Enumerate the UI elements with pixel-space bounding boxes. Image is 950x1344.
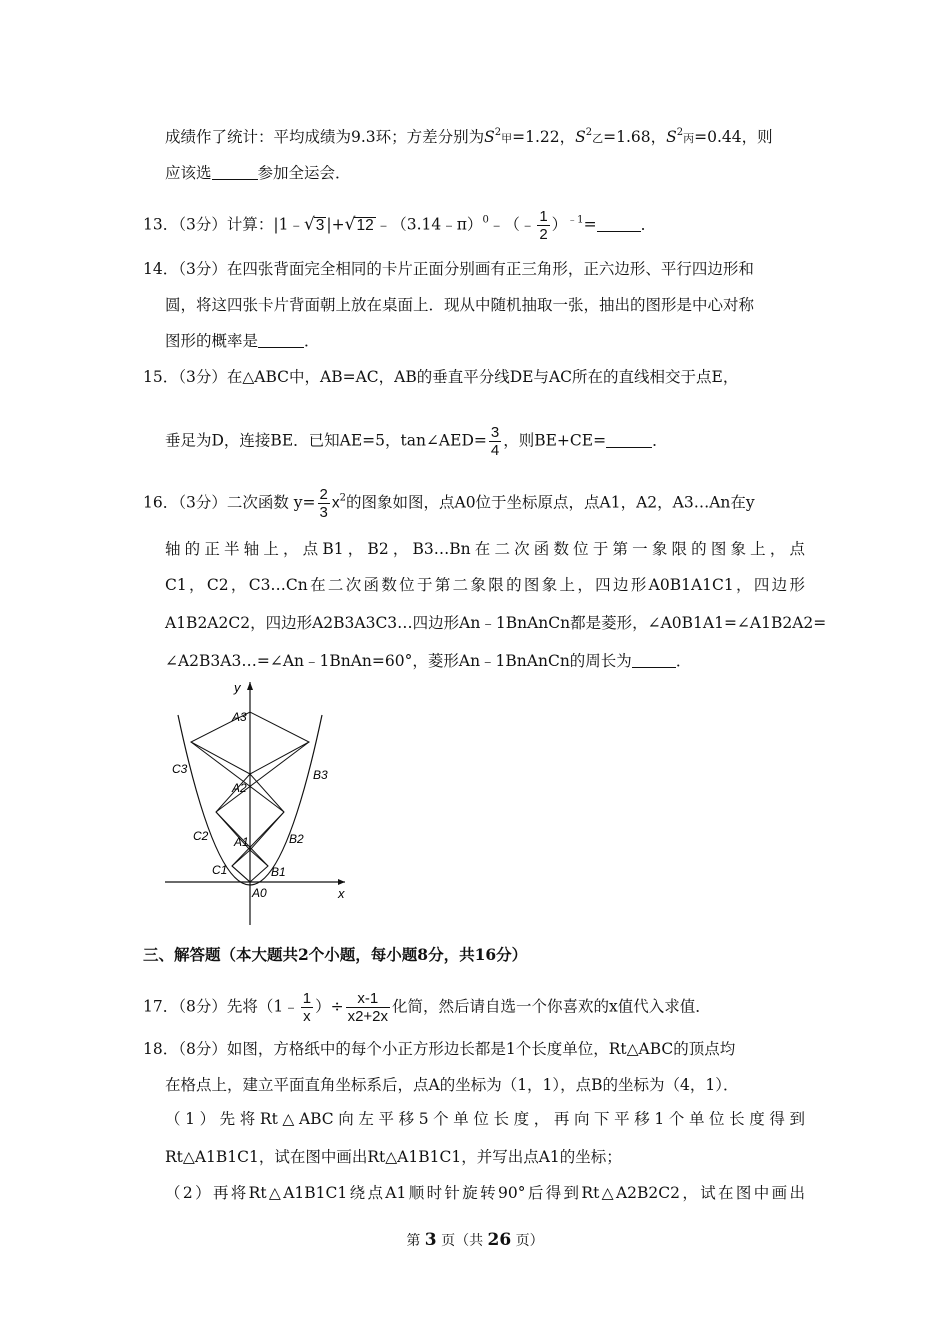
page-footer (0, 1230, 950, 1250)
q16-line5 (165, 650, 691, 672)
q17-text: ）÷ (315, 997, 344, 1016)
q13-expr: ） (551, 215, 568, 234)
q14-text: （3分）在四张背面完全相同的卡片正面分别画有正三角形，正六边形、平行四边形和 (178, 260, 754, 278)
q15-text: 垂足为D，连接BE．已知AE=5，tan∠AED= (165, 431, 487, 450)
exponent: ﹣1 (567, 214, 584, 226)
sqrt-sign: √ (303, 214, 315, 235)
q16-text: ∠A2B3A3…=∠An﹣1BnAn=60°，菱形An﹣1BnAnCn的周长为 (165, 652, 632, 670)
segment (216, 742, 309, 812)
denominator: 3 (319, 504, 328, 521)
q14-end: ． (304, 332, 320, 350)
q18-line5 (165, 1182, 805, 1204)
fraction (489, 424, 501, 459)
label-B1: B1 (271, 865, 286, 879)
q18-line4 (165, 1146, 622, 1168)
q17-text: 化简，然后请自选一个你喜欢的x值代入求值． (392, 997, 711, 1016)
q18-text: （1）先将Rt△ABC向左平移5个单位长度，再向下平移1个单位长度得到 (165, 1110, 805, 1128)
numerator: 3 (490, 424, 500, 441)
q15-line2 (165, 424, 668, 459)
q12-text-b: 参加全运会． (257, 164, 351, 182)
q15-text: （3分）在△ABC中，AB=AC，AB的垂直平分线DE与AC所在的直线相交于点E， (178, 368, 739, 386)
question-number: 17． (143, 997, 179, 1016)
parabola-rhombus-figure (160, 676, 360, 932)
label-A1: A1 (234, 835, 249, 849)
q14-text: 圆，将这四张卡片背面朝上放在桌面上．现从中随机抽取一张，抽出的图形是中心对称 (165, 296, 755, 314)
numerator: 2 (319, 486, 328, 503)
exponent: 0 (482, 214, 489, 226)
q18-text: （8分）如图，方格纸中的每个小正方形边长都是1个长度单位，Rt△ABC的顶点均 (178, 1040, 736, 1058)
q18-line3 (165, 1108, 805, 1130)
fraction (318, 486, 330, 521)
q16-end: ． (675, 652, 692, 670)
question-number: 13． (143, 215, 179, 234)
label-B3: B3 (313, 768, 328, 782)
radicand: 12 (356, 216, 374, 234)
numerator: 1 (539, 208, 548, 225)
q16-text: 轴的正半轴上，点B1，B2，B3…Bn在二次函数位于第一象限的图象上，点 (165, 540, 805, 558)
q16-text: （3分）二次函数 y= (178, 493, 316, 512)
q13-expr: |1﹣ (273, 215, 304, 234)
q18-line2 (165, 1074, 739, 1096)
label-C1: C1 (212, 863, 228, 877)
denominator: x2+2x (347, 1008, 389, 1025)
q16-text: C1，C2，C3…Cn在二次函数位于第二象限的图象上，四边形A0B1A1C1，四边形 (165, 576, 805, 594)
q16-line1: 16．（3分）二次函数 y= $\frac{2}{3}$ $x^2$的图象如图，点A0位于坐标原点，点A1，A2，A3…An在y (143, 486, 755, 521)
q16-var: x (331, 494, 340, 512)
denominator: 4 (490, 442, 500, 459)
label-B2: B2 (289, 832, 304, 846)
label-A3: A3 (232, 710, 247, 724)
q18-text: （2）再将Rt△A1B1C1绕点A1顺时针旋转90°后得到Rt△A2B2C2，试在图中画出 (165, 1184, 805, 1202)
fraction (346, 990, 390, 1025)
label-C2: C2 (193, 829, 209, 843)
question-number: 14． (143, 260, 179, 278)
q18-text: Rt△A1B1C1，试在图中画出Rt△A1B1C1，并写出点A1的坐标； (165, 1148, 622, 1166)
x-arrow-icon (338, 879, 345, 885)
section-heading: 三、解答题（本大题共2个小题，每小题8分，共16分） (143, 945, 528, 964)
q15-line1 (143, 366, 738, 388)
q13-expr: |+ (326, 215, 345, 234)
q12-line1: 成绩作了统计：平均成绩为9.3环；方差分别为$S^2$甲=1.22，$S^2$乙=1.68，$S^2$丙=0.44，则 (165, 127, 773, 146)
label-C3: C3 (172, 762, 188, 776)
q13-prompt: （3分）计算： (178, 215, 274, 234)
answer-blank (258, 333, 304, 348)
segment (232, 866, 250, 882)
question-number: 18． (143, 1040, 179, 1058)
q12-text: 成绩作了统计：平均成绩为9.3环；方差分别为 (165, 128, 485, 146)
q15-end: ． (652, 431, 668, 450)
fraction (301, 990, 313, 1025)
q17-text: （8分）先将（1﹣ (178, 997, 299, 1016)
question-number: 15． (143, 368, 179, 386)
q13 (143, 208, 656, 243)
q16-text: A1B2A2C2，四边形A2B3A3C3…四边形An﹣1BnAnCn都是菱形，∠A0B1A1=∠A1B2A2= (165, 614, 827, 632)
q16-line3 (165, 574, 805, 596)
q14-line2 (165, 294, 754, 316)
question-number: 16． (143, 493, 179, 512)
q14-line3 (165, 330, 320, 352)
denominator: x (303, 1008, 311, 1025)
answer-blank (606, 433, 652, 448)
sqrt-sign: √ (344, 214, 356, 235)
q15-text: ，则BE+CE= (503, 431, 607, 450)
q17 (143, 990, 711, 1025)
q18-text: 在格点上，建立平面直角坐标系后，点A的坐标为（1，1），点B的坐标为（4，1）． (165, 1076, 739, 1094)
q16-line2 (165, 538, 805, 560)
label-A0: A0 (252, 886, 267, 900)
q12-text-a: 应该选 (165, 164, 212, 182)
denominator: 2 (539, 226, 548, 243)
q14-line1 (143, 258, 754, 280)
answer-blank (212, 165, 258, 180)
q18-line1 (143, 1038, 735, 1060)
footer-text: 页（共 (441, 1233, 484, 1249)
label-A2: A2 (232, 781, 247, 795)
segment (191, 742, 284, 812)
q16-line4 (165, 612, 827, 634)
q16-text: 的图象如图，点A0位于坐标原点，点A1，A2，A3…An在y (346, 493, 755, 512)
answer-blank (597, 217, 641, 232)
q13-expr: ﹣（3.14﹣π） (375, 215, 483, 234)
page-number: 3 (424, 1230, 437, 1250)
footer-text: 页） (515, 1233, 544, 1249)
numerator: x-1 (346, 990, 390, 1008)
q13-end: ． (640, 215, 657, 234)
x-label: x (338, 886, 345, 901)
footer-text: 第 (406, 1233, 421, 1249)
y-label: y (234, 680, 241, 695)
q13-expr: ﹣（﹣ (488, 215, 536, 234)
q13-expr: = (583, 215, 597, 234)
numerator: 1 (302, 990, 312, 1007)
answer-blank (632, 653, 676, 668)
total-pages: 26 (487, 1230, 512, 1250)
q14-text: 图形的概率是 (165, 332, 259, 350)
y-arrow-icon (247, 682, 253, 690)
q12-line2 (165, 162, 351, 184)
radicand: 3 (315, 216, 325, 234)
fraction (537, 208, 549, 243)
